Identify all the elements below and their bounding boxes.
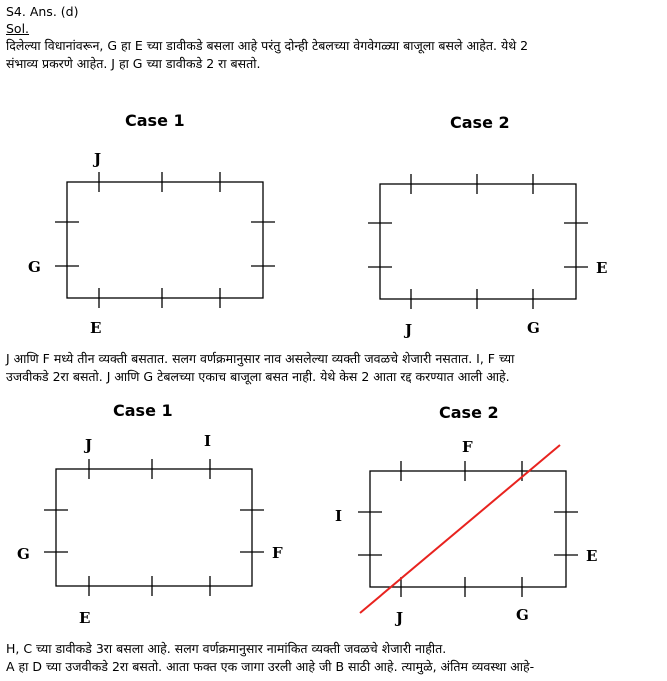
d2-case1-label-bottom: E [79, 609, 91, 627]
answer-line: S4. Ans. (d) [6, 4, 79, 19]
d1-case1-label-left: G [28, 258, 41, 276]
diagram2-case2-title: Case 2 [439, 403, 499, 422]
d2-case2-seats [358, 461, 578, 597]
paragraph-1-line-1: दिलेल्या विधानांवरून, G हा E च्या डावीकडे बसला आहे परंतु दोन्ही टेबलच्या वेगवेगळ्या बाजूला बसले आहेत. येथे 2 [6, 38, 529, 53]
d2-case1-label-top-left: J [85, 436, 93, 454]
d1-case1-label-top: J [94, 150, 102, 168]
d1-case1-seats [55, 172, 275, 308]
diagram1-case1-title: Case 1 [125, 111, 185, 130]
d2-case2-label-left: I [335, 507, 343, 525]
diagram1-case2-title: Case 2 [450, 113, 510, 132]
d1-case1-table [67, 182, 263, 298]
d2-case2-label-bottom-right: G [516, 606, 529, 624]
d2-case1-seats [44, 459, 264, 596]
d1-case2-label-bottom-right: G [527, 319, 540, 337]
paragraph-3-line-1: H, C च्या डावीकडे 3रा बसला आहे. सलग वर्णक्रमानुसार नामांकित व्यक्ती जवळचे शेजारी नाहीत. [6, 641, 447, 656]
d2-case2-label-top: F [462, 438, 473, 456]
diagram2-case1-title: Case 1 [113, 401, 173, 420]
d2-case2-strike-line [360, 445, 560, 613]
d2-case1-label-left: G [17, 545, 30, 563]
d2-case2-label-right: E [586, 547, 598, 565]
d1-case1-label-bottom: E [90, 319, 102, 337]
d2-case2-table [370, 471, 566, 587]
d2-case2-label-bottom-left: J [396, 609, 404, 627]
paragraph-1-line-2: संभाव्य प्रकरणे आहेत. J हा G च्या डावीकडे 2 रा बसतो. [6, 56, 261, 71]
d2-case1-label-top-right: I [204, 432, 212, 450]
d2-case1-label-right: F [272, 544, 283, 562]
paragraph-2-line-1: J आणि F मध्ये तीन व्यक्ती बसतात. सलग वर्णक्रमानुसार नाव असलेल्या व्यक्ती जवळचे शेजारी नसतात. I, F च्या [6, 351, 515, 366]
paragraph-3-line-2: A हा D च्या उजवीकडे 2रा बसतो. आता फक्त एक जागा उरली आहे जी B साठी आहे. त्यामुळे, अंतिम व्यवस्था आहे- [6, 659, 535, 674]
d1-case2-label-bottom-left: J [405, 321, 413, 339]
d2-case1-table [56, 469, 252, 586]
d1-case2-seats [368, 174, 588, 309]
d1-case2-label-right: E [596, 259, 608, 277]
solution-label: Sol. [6, 21, 30, 36]
d1-case2-table [380, 184, 576, 299]
paragraph-2-line-2: उजवीकडे 2रा बसतो. J आणि G टेबलच्या एकाच बाजूला बसत नाही. येथे केस 2 आता रद्द करण्यात आली आहे. [6, 369, 510, 384]
